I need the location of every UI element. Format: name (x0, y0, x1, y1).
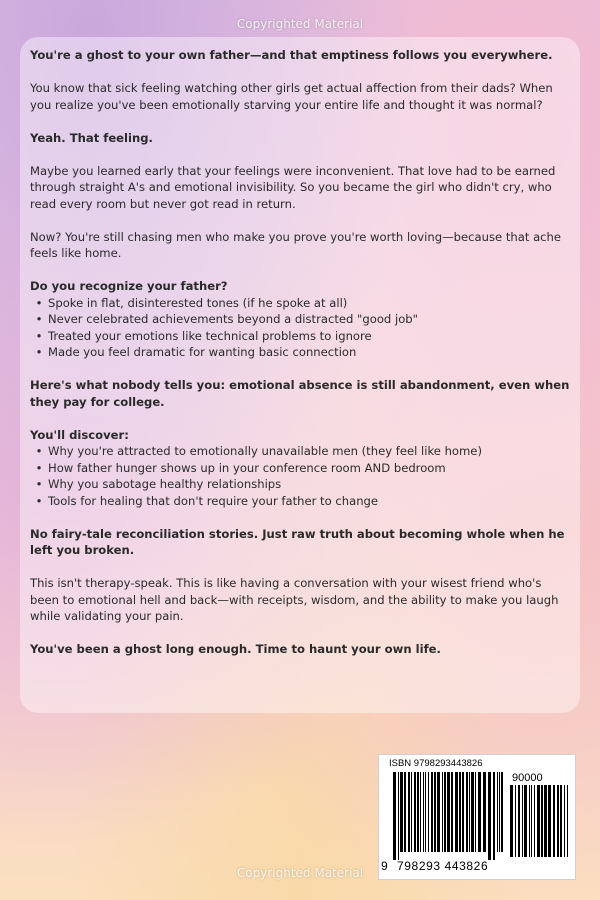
closing-line: You've been a ghost long enough. Time to haunt your own life. (30, 642, 441, 656)
barcode-bar (553, 785, 555, 857)
barcode-bar (493, 772, 495, 860)
list-item: • Never celebrated achievements beyond a distracted "good job" (35, 312, 418, 326)
barcode-bar (557, 785, 559, 857)
barcode-bar (398, 772, 399, 860)
barcode-bar (414, 772, 416, 852)
back-cover-text-panel (20, 37, 580, 713)
barcode-bar (420, 772, 421, 852)
recognize-list (30, 295, 572, 361)
paragraph-no-fairy-tale: No fairy-tale reconciliation stories. Just raw truth about becoming whole when he left you broken. (30, 526, 565, 557)
barcode-bar (501, 772, 503, 852)
barcode-bar (515, 785, 516, 857)
watermark-top: Copyrighted Material (236, 17, 364, 31)
list-item: • How father hunger shows up in your conference room AND bedroom (35, 460, 446, 475)
barcode-bar (522, 785, 523, 857)
barcode-bar (400, 772, 403, 852)
list-item: • Made you feel dramatic for wanting basic connection (35, 345, 357, 359)
barcode-bar (444, 772, 446, 852)
list-item: • Spoke in flat, disinterested tones (if he spoke at all) (35, 295, 348, 310)
barcode-bar (462, 772, 464, 852)
bullet-icon: • (35, 312, 43, 326)
barcode-bar (442, 772, 443, 852)
barcode-bar (510, 785, 513, 857)
bullet-icon: • (35, 295, 43, 310)
barcode-bar (518, 785, 520, 857)
barcode-bar (393, 772, 396, 860)
barcode-bar (425, 772, 426, 852)
paragraph-chasing-men: Now? You're still chasing men who make you prove you're worth loving—because that ache feels like home. (30, 229, 562, 260)
list-item: • Treated your emotions like technical problems to ignore (35, 328, 372, 343)
watermark-bottom: Copyrighted Material (236, 866, 364, 880)
barcode-bar (417, 772, 419, 852)
barcode-bar (411, 772, 412, 852)
price-code: 90000 (512, 772, 543, 784)
paragraph-nobody-tells: Here's what nobody tells you: emotional absence is still abandonment, even when they pay for college. (30, 378, 570, 409)
bullet-icon: • (35, 345, 43, 359)
price-addon-bars (510, 785, 568, 857)
barcode-bar (548, 785, 551, 857)
barcode-bar (469, 772, 470, 852)
barcode-bar (567, 785, 568, 857)
bullet-icon: • (35, 493, 43, 508)
paragraph-learned-early: Maybe you learned early that your feelings were inconvenient. That love had to be earned through straight A's and emotional invisibility. So you became the girl who didn't cry, who read every room but never got read in return. (30, 163, 556, 211)
ean-digits: 798293 443826 (397, 859, 489, 873)
barcode-bar (478, 772, 481, 852)
paragraph-therapy-speak: This isn't therapy-speak. This is like having a conversation with your wisest friend who's been to emotional hell and back—with receipts, wisdom, and the ability to make you laugh while validating your pain. (30, 576, 559, 623)
barcode-bar (428, 772, 429, 852)
barcode-bar (534, 785, 535, 857)
bullet-icon: • (35, 477, 43, 491)
ean-first-digit: 9 (381, 859, 388, 873)
discover-list (30, 443, 572, 509)
barcode-bar (404, 772, 406, 852)
intro-headline: You're a ghost to your own father—and that emptiness follows you everywhere. (30, 48, 553, 62)
list-item: • Why you're attracted to emotionally unavailable men (they feel like home) (35, 444, 482, 458)
barcode-bar (560, 785, 562, 857)
barcode-bar (466, 772, 468, 852)
barcode-bar (483, 772, 486, 852)
barcode-bar (541, 785, 543, 857)
bullet-icon: • (35, 444, 43, 458)
discover-heading: You'll discover: (30, 427, 129, 442)
ean13-bars (393, 772, 505, 860)
recognize-heading: Do you recognize your father? (30, 279, 228, 293)
barcode-bar (437, 772, 440, 852)
barcode-bar (544, 785, 547, 857)
isbn-barcode (378, 754, 576, 880)
barcode-bar (531, 785, 532, 857)
barcode-bar (455, 772, 458, 852)
barcode-bar (459, 772, 461, 852)
barcode-bar (475, 772, 476, 852)
barcode-bar (408, 772, 410, 852)
barcode-bar (564, 785, 565, 857)
list-item: • Why you sabotage healthy relationships (35, 477, 282, 491)
paragraph-sick-feeling: You know that sick feeling watching other girls get actual affection from their dads? When you realize you've been emotionally starving your entire life and thought it was normal? (30, 81, 553, 112)
isbn-label: ISBN 9798293443826 (389, 758, 483, 769)
barcode-bar (537, 785, 540, 857)
barcode-bar (423, 772, 424, 852)
list-item: • Tools for healing that don't require your father to change (35, 493, 379, 508)
barcode-bar (447, 772, 450, 852)
barcode-bar (471, 772, 474, 852)
barcode-bar (497, 772, 498, 852)
barcode-bar (499, 772, 500, 852)
barcode-bar (488, 772, 491, 860)
barcode-bar (434, 772, 436, 852)
barcode-bar (524, 785, 527, 857)
barcode-bar (529, 785, 530, 857)
bullet-icon: • (35, 328, 43, 343)
paragraph-that-feeling: Yeah. That feeling. (30, 130, 153, 145)
bullet-icon: • (35, 460, 43, 475)
barcode-bar (451, 772, 453, 852)
barcode-bar (431, 772, 433, 852)
